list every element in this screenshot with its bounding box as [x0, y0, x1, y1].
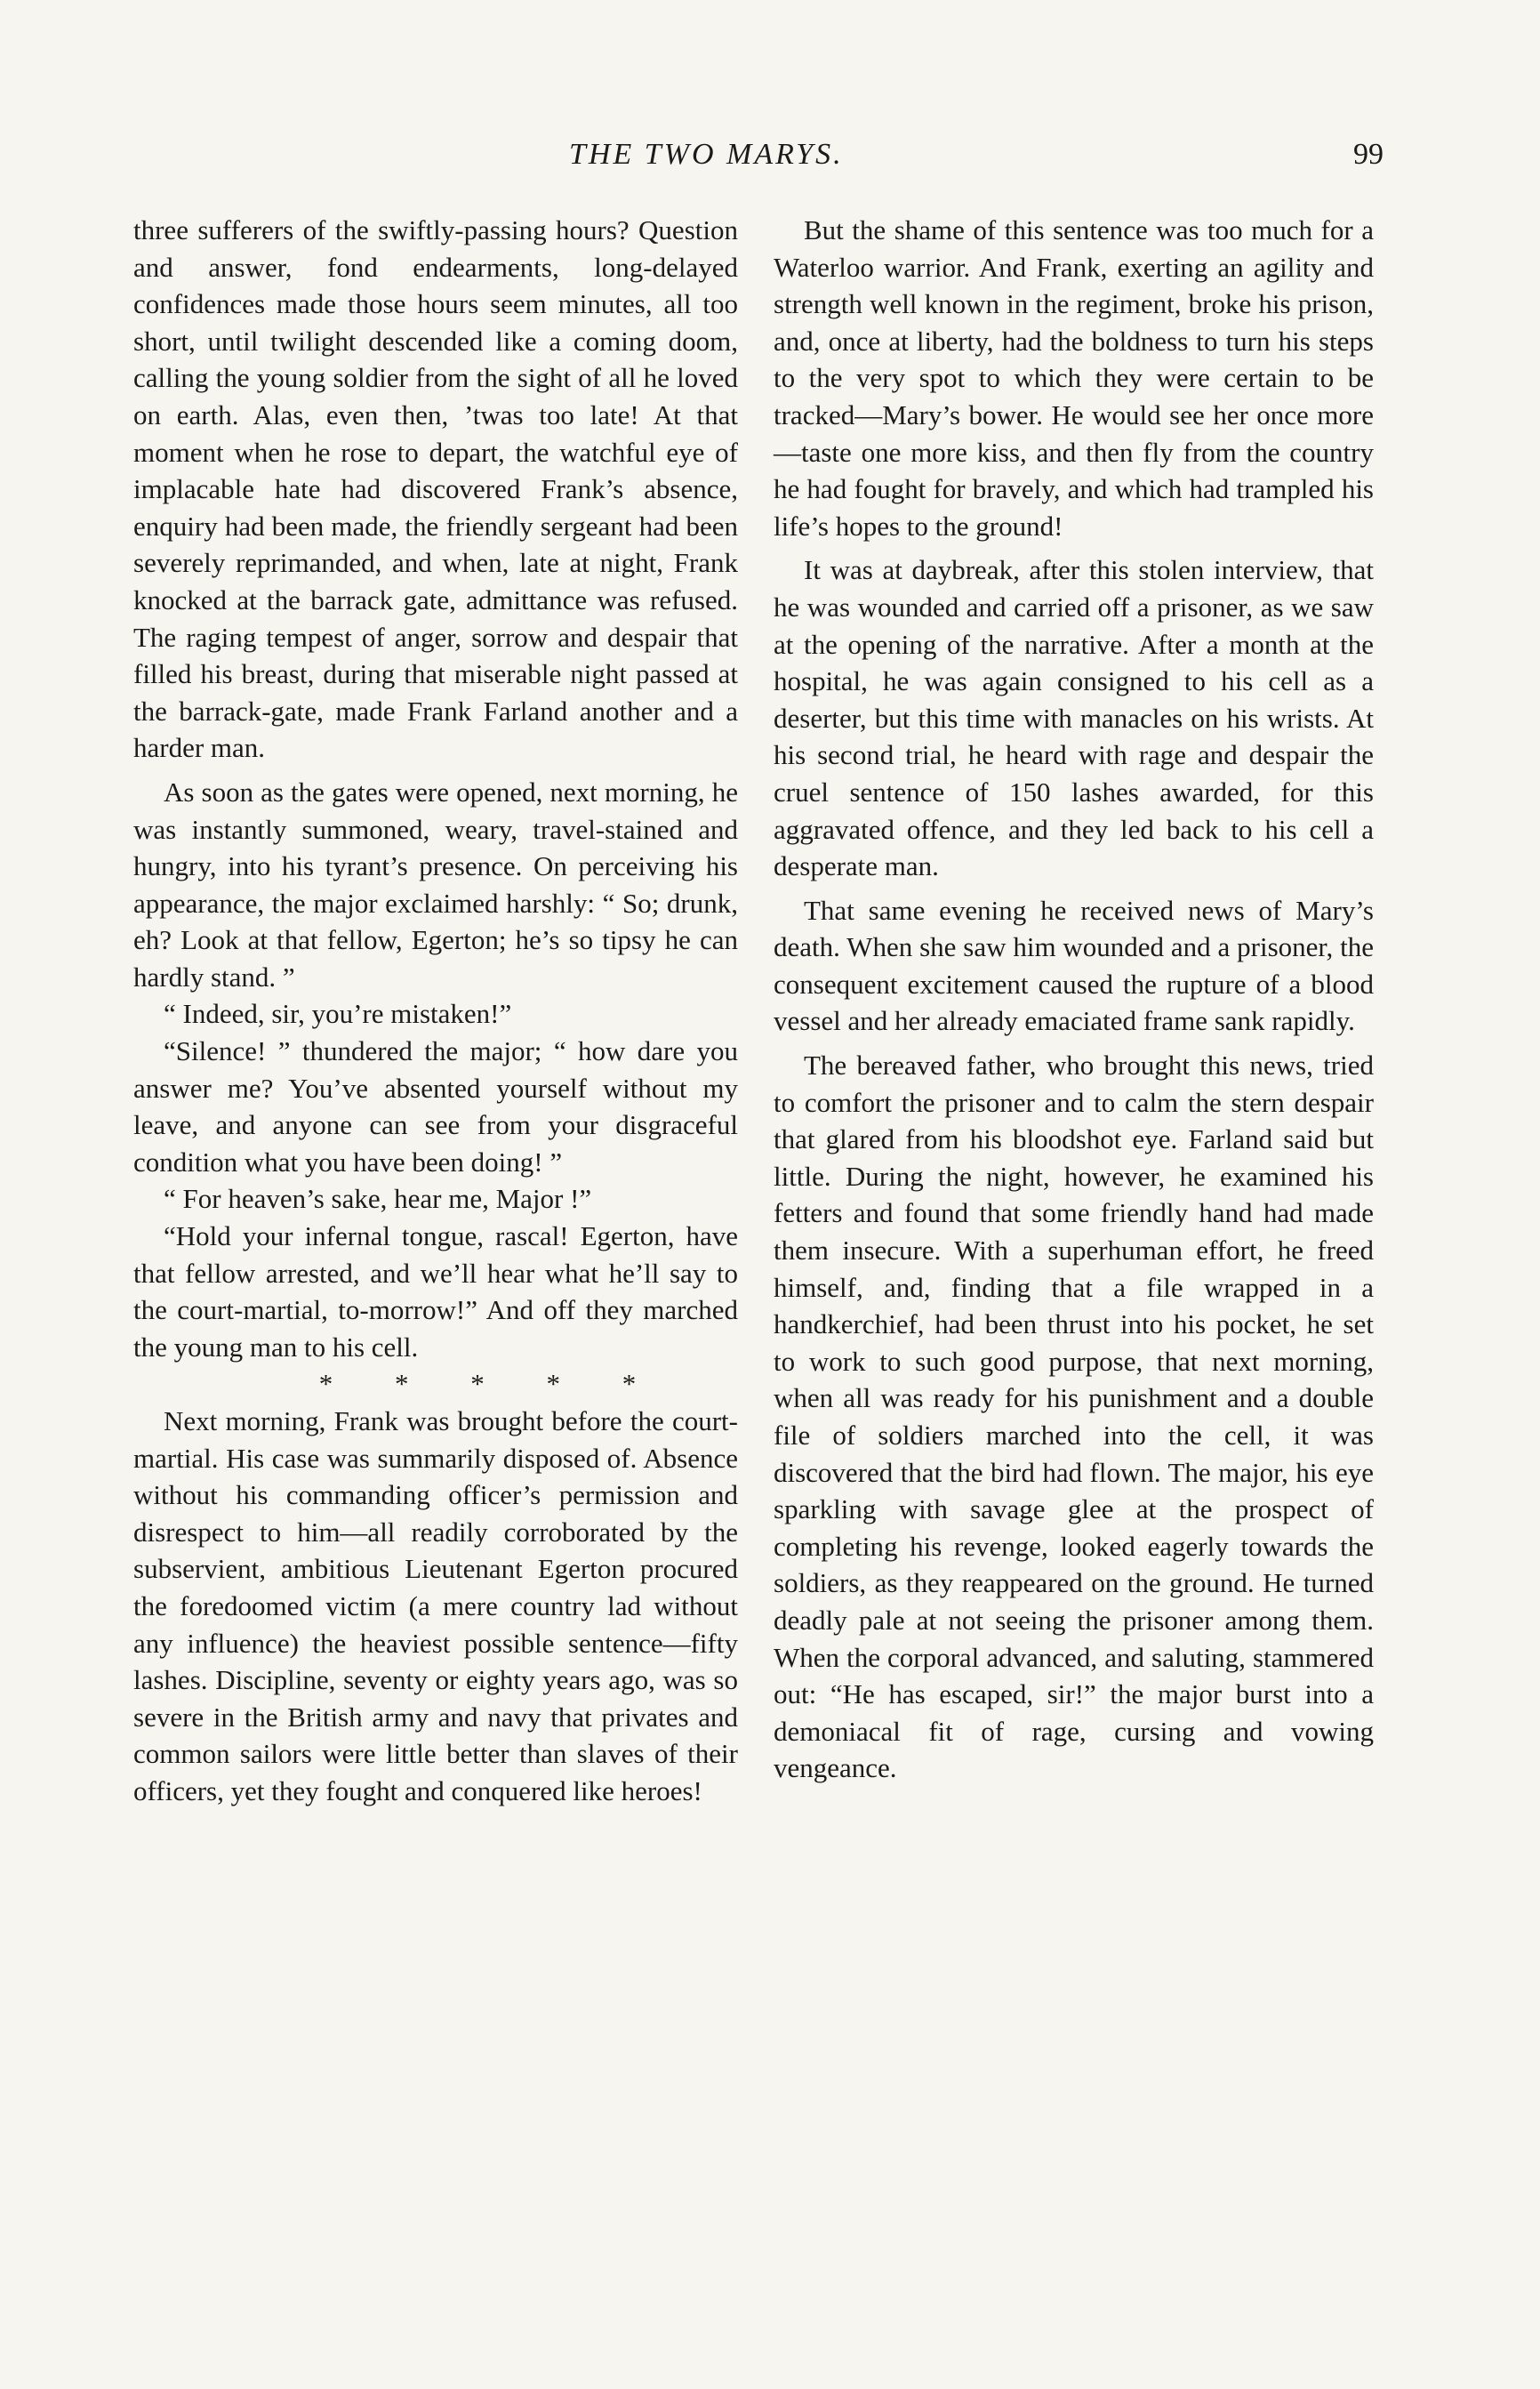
paragraph: “ For heaven’s sake, hear me, Major !” — [164, 1183, 592, 1215]
running-title: THE TWO MARYS. — [569, 138, 844, 171]
paragraph: As soon as the gates were opened, next morning, he was instantly summoned, weary, travel-stained and hungry, into his tyrant’s presence. On perceiving his appearance, the major exclaimed harshly: “ So; drunk, eh? Look at that fellow, Egerton; he’s so tipsy he can hardly stand. ” — [133, 776, 738, 993]
paragraph: “Hold your infernal tongue, rascal! Egerton, have that fellow arrested, and we’ll hear what he’ll say to the court-martial, to-morrow!” And off they marched the young man to his cell. — [133, 1220, 738, 1363]
paragraph: But the shame of this sentence was too much for a Waterloo warrior. And Frank, exerting an agility and strength well known in the regiment, broke his prison, and, once at liberty, had the boldness to turn his steps to the very spot to which they were certain to be tracked—Mary’s bower. He would see her once more—taste one more kiss, and then fly from the country he had fought for bravely, and which had trampled his life’s hopes to the ground! — [774, 214, 1374, 542]
paragraph: “Silence! ” thundered the major; “ how dare you answer me? You’ve absented yourself without my leave, and anyone can see from your disgraceful condition what you have been doing! ” — [133, 1035, 738, 1178]
section-break: * * * * * — [318, 1368, 637, 1400]
paragraph: Next morning, Frank was brought before the court-martial. His case was summarily disposed of. Absence without his commanding officer’s permission and disrespect to him—all readily corroborated by the subservient, ambitious Lieutenant Egerton procured the foredoomed victim (a mere country lad without any influence) the heaviest possible sentence—fifty lashes. Discipline, seventy or eighty years ago, was so severe in the British army and navy that privates and common sailors were little better than slaves of their officers, yet they fought and conquered like heroes! — [133, 1405, 738, 1806]
left-column — [133, 212, 738, 1810]
right-column — [774, 212, 1374, 1787]
paragraph: The bereaved father, who brought this news, tried to comfort the prisoner and to calm the stern despair that glared from his bloodshot eye. Farland said but little. During the night, however, he examined his fetters and found that some friendly hand had made them insecure. With a superhuman effort, he freed himself, and, finding that a file wrapped in a handkerchief, had been thrust into his pocket, he set to work to such good purpose, that next morning, when all was ready for his punishment and a double file of soldiers marched into the cell, it was discovered that the bird had flown. The major, his eye sparkling with savage glee at the prospect of completing his revenge, looked eagerly towards the soldiers, as they reappeared on the ground. He turned deadly pale at not seeing the prisoner among them. When the corporal advanced, and saluting, stammered out: “He has escaped, sir!” the major burst into a demoniacal fit of rage, cursing and vowing vengeance. — [774, 1050, 1374, 1784]
paragraph: three sufferers of the swiftly-passing hours? Question and answer, fond endearments, long-delayed confidences made those hours seem minutes, all too short, until twilight descended like a coming doom, calling the young soldier from the sight of all he loved on earth. Alas, even then, ’twas too late! At that moment when he rose to depart, the watchful eye of implacable hate had discovered Frank’s absence, enquiry had been made, the friendly sergeant had been severely reprimanded, and when, late at night, Frank knocked at the barrack gate, admittance was refused. The raging tempest of anger, sorrow and despair that filled his breast, during that miserable night passed at the barrack-gate, made Frank Farland another and a harder man. — [133, 214, 738, 764]
page-number: 99 — [1353, 138, 1384, 171]
paragraph: It was at daybreak, after this stolen interview, that he was wounded and carried off a prisoner, as we saw at the opening of the narrative. After a month at the hospital, he was again consigned to his cell as a deserter, but this time with manacles on his wrists. At his second trial, he heard with rage and despair the cruel sentence of 150 lashes awarded, for this aggravated offence, and they led back to his cell a desperate man. — [774, 554, 1374, 882]
paragraph: “ Indeed, sir, you’re mistaken!” — [164, 998, 512, 1030]
paragraph: That same evening he received news of Mary’s death. When she saw him wounded and a prisoner, the consequent excitement caused the rupture of a blood vessel and her already emaciated frame sank rapidly. — [774, 894, 1374, 1037]
